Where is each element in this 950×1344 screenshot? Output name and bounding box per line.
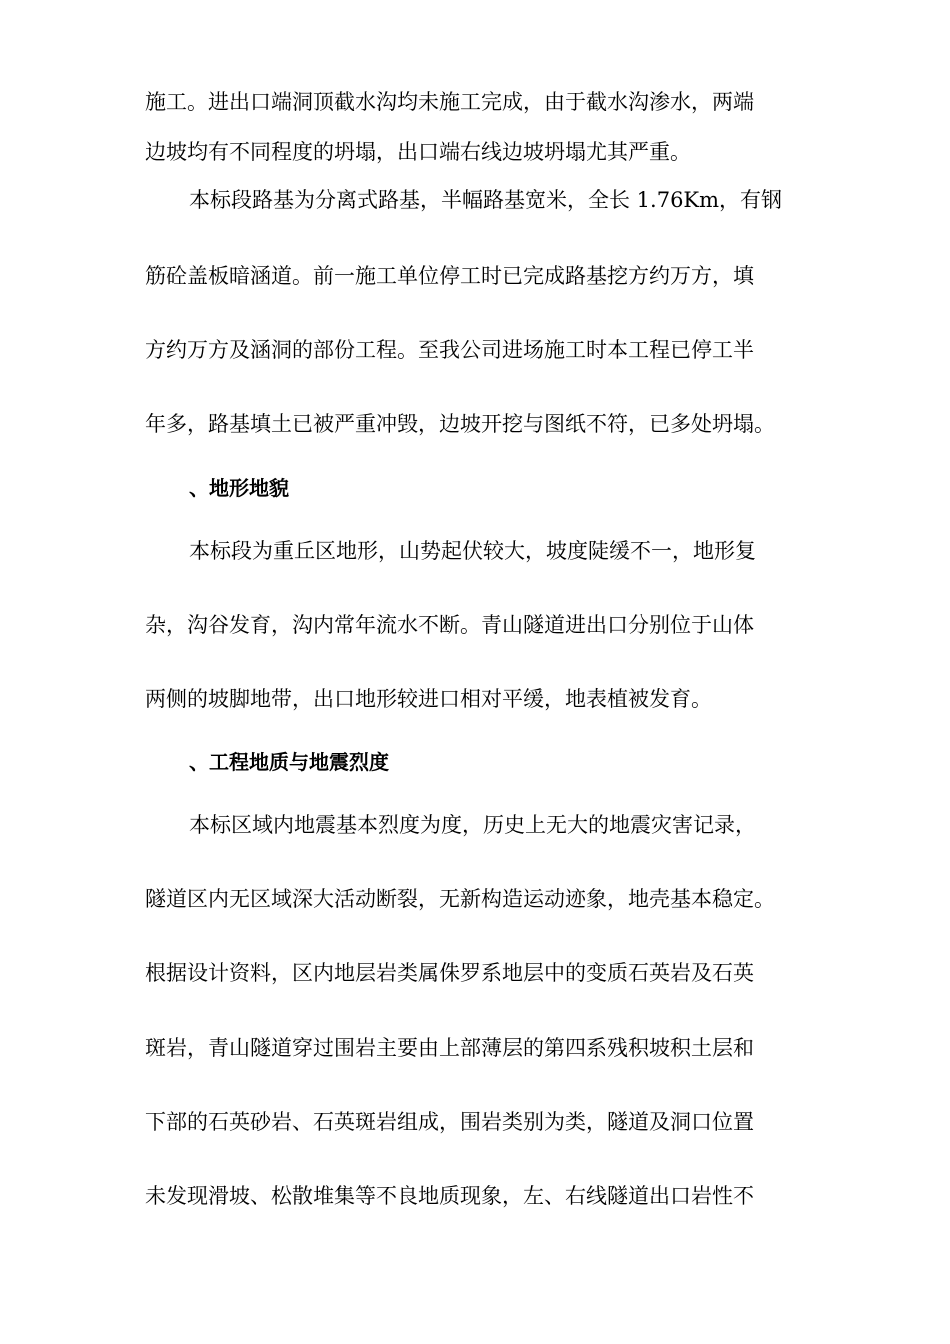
text-line: 斑岩，青山隧道穿过围岩主要由上部薄层的第四系残积坡积土层和 [145, 1036, 754, 1060]
text-line: 未发现滑坡、松散堆集等不良地质现象，左、右线隧道出口岩性不 [145, 1184, 754, 1208]
text-line: 年多，路基填土已被严重冲毁，边坡开挖与图纸不符，已多处坍塌。 [145, 412, 775, 436]
text-line: 边坡均有不同程度的坍塌，出口端右线边坡坍塌尤其严重。 [145, 140, 691, 164]
text-line: 两侧的坡脚地带，出口地形较进口相对平缓，地表植被发育。 [145, 687, 712, 711]
text-line: 方约万方及涵洞的部份工程。至我公司进场施工时本工程已停工半 [145, 338, 754, 362]
section-heading: 、地形地貌 [189, 476, 289, 500]
text-line: 下部的石英砂岩、石英斑岩组成，围岩类别为类，隧道及洞口位置 [145, 1110, 754, 1134]
text-line: 杂，沟谷发育，沟内常年流水不断。青山隧道进出口分别位于山体 [145, 613, 754, 637]
text-line: 本标段路基为分离式路基，半幅路基宽米，全长 1.76Km，有钢 [189, 188, 783, 212]
text-line: 隧道区内无区域深大活动断裂，无新构造运动迹象，地壳基本稳定。 [145, 887, 775, 911]
text-line: 筋砼盖板暗涵道。前一施工单位停工时已完成路基挖方约万方，填 [145, 264, 754, 288]
text-line: 本标段为重丘区地形，山势起伏较大，坡度陡缓不一，地形复 [189, 539, 756, 563]
text-line: 本标区域内地震基本烈度为度，历史上无大的地震灾害记录， [189, 813, 756, 837]
text-line: 根据设计资料，区内地层岩类属侏罗系地层中的变质石英岩及石英 [145, 961, 754, 985]
section-heading: 、工程地质与地震烈度 [189, 750, 389, 774]
text-line: 施工。进出口端洞顶截水沟均未施工完成，由于截水沟渗水，两端 [145, 90, 754, 114]
